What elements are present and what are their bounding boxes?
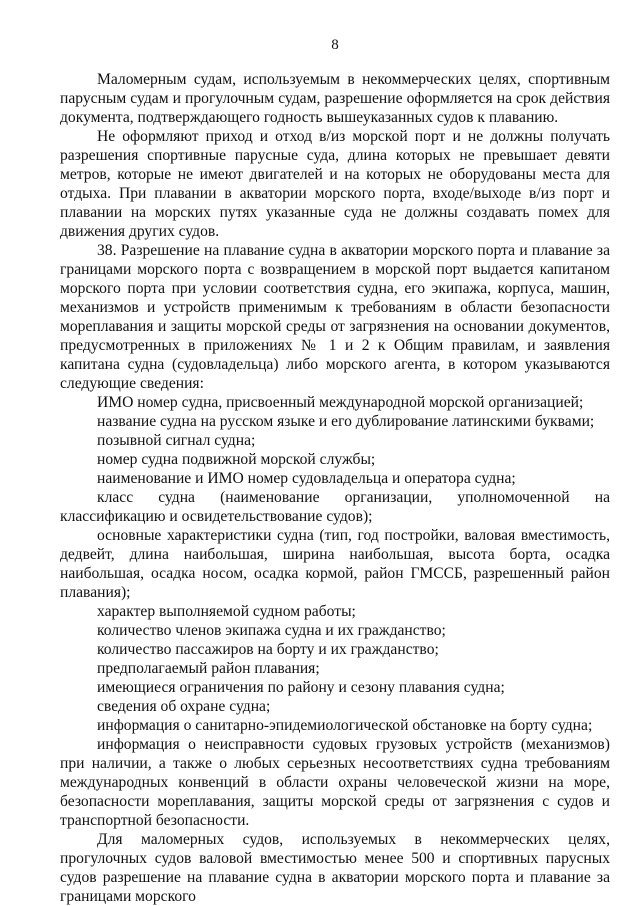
list-item: характер выполняемой судном работы; (97, 603, 356, 620)
paragraph-small-vessels-navigation: Для маломерных судов, используемых в некоммерческих целях, прогулочных судов валовой вместимостью менее 500 и спортивных парусных судов разрешение на плавание судна в акватории морского порта и плавание за границами морского (60, 831, 610, 905)
list-item: сведения об охране судна; (97, 698, 271, 715)
paragraph-sport-sailing-exemption: Не оформляют приход и отход в/из морской порт и не должны получать разрешения спортивные парусные суда, длина которых не превышает девяти метров, которые не имеют двигателей и на которых не оборудованы места для отдыха. При плавании в акватории морского порта, входе/выходе в/из порт и плавании на морских путях указанные суда не должны создавать помех для движения других судов. (60, 128, 610, 240)
list-item: ИМО номер судна, присвоенный международной морской организацией; (97, 394, 584, 411)
list-item: позывной сигнал судна; (97, 432, 256, 449)
paragraph-small-vessels-permit: Маломерным судам, используемым в некоммерческих целях, спортивным парусным судам и прогулочным судам, разрешение оформляется на срок действия документа, подтверждающего годность вышеуказанных судов к плаванию. (60, 71, 610, 126)
list-item: информация о санитарно-эпидемиологической обстановке на борту судна; (97, 717, 593, 734)
list-item: имеющиеся ограничения по району и сезону плавания судна; (97, 679, 505, 696)
page-number: 8 (331, 37, 339, 53)
document-body (60, 70, 610, 906)
list-item: номер судна подвижной морской службы; (97, 451, 376, 468)
list-item: наименование и ИМО номер судовладельца и оператора судна; (97, 470, 516, 487)
list-item: название судна на русском языке и его дублирование латинскими буквами; (97, 413, 595, 430)
list-item: количество членов экипажа судна и их гражданство; (97, 622, 446, 639)
list-item: предполагаемый район плавания; (97, 660, 320, 677)
list-item: основные характеристики судна (тип, год постройки, валовая вместимость, дедвейт, длина наибольшая, ширина наибольшая, высота борта, осадка наибольшая, осадка носом, осадка кормой, район ГМССБ, разрешенный район плавания); (60, 527, 610, 601)
list-item: класс судна (наименование организации, уполномоченной на классификацию и освидетельствование судов); (60, 489, 610, 525)
paragraph-article-38: 38. Разрешение на плавание судна в акватории морского порта и плавание за границами морского порта с возвращением в морской порт выдается капитаном морского порта при условии соответствия судна, его экипажа, корпуса, машин, механизмов и устройств применимым к требованиям в области безопасности мореплавания и защиты морской среды от загрязнения на основании документов, предусмотренных в приложениях № 1 и 2 к Общим правилам, и заявления капитана судна (судовладельца) либо морского агента, в котором указываются следующие сведения: (60, 242, 610, 392)
list-item: количество пассажиров на борту и их гражданство; (97, 641, 439, 658)
list-item: информация о неисправности судовых грузовых устройств (механизмов) при наличии, а также о любых серьезных несоответствиях судна требованиям международных конвенций в области охраны человеческой жизни на море, безопасности мореплавания, защиты морской среды от загрязнения с судов и транспортной безопасности. (60, 736, 610, 829)
